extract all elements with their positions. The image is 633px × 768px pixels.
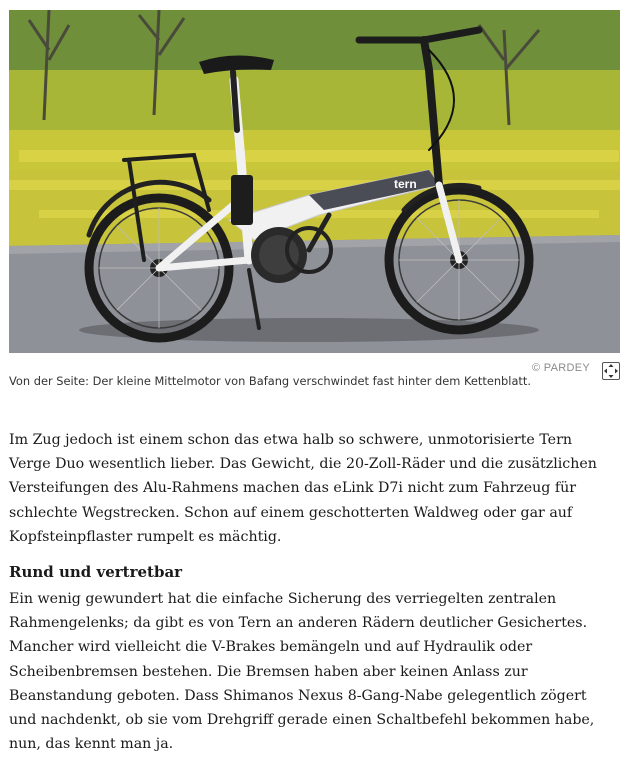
bike-brand-label: tern [394,177,417,191]
article-body [9,428,609,756]
photo-credit: © PARDEY [532,362,590,374]
paragraph-1: Im Zug jedoch ist einem schon das etwa halb so schwere, unmotorisierte Tern Verge Duo wesentlich lieber. Das Gewicht, die 20-Zoll-Räder und die zusätzlichen Versteifungen des Alu-Rahmens machen das eLink D7i nicht zum Fahrzeug für schlechte Wegstrecken. Schon auf einem geschotterten Waldweg oder gar auf Kopfsteinpflaster rumpelt es mächtig. [9,432,597,545]
battery [231,175,253,225]
caption-row [9,362,620,388]
photo-caption: Von der Seite: Der kleine Mittelmotor von Bafang verschwindet fast hinter dem Kettenblatt. [9,374,531,388]
paragraph-2: Ein wenig gewundert hat die einfache Sicherung des verriegelten zentralen Rahmengelenks; da gibt es von Tern an anderen Rädern deutlicher Gesichertes. Mancher wird vielleicht die V-Brakes bemängeln und auf Hydraulik oder Scheibenbremsen bestehen. Die Bremsen haben aber keinen Anlass zur Beanstandung geboten. Dass Shimanos Nexus 8-Gang-Nabe gelegentlich zögert und nachdenkt, ob sie vom Drehgriff gerade einen Schaltbefehl bekommen habe, nun, das kennt man ja. [9,591,595,753]
article-photo[interactable] [9,10,620,353]
expand-icon[interactable] [602,362,620,380]
section-heading: Rund und vertretbar [9,563,183,582]
